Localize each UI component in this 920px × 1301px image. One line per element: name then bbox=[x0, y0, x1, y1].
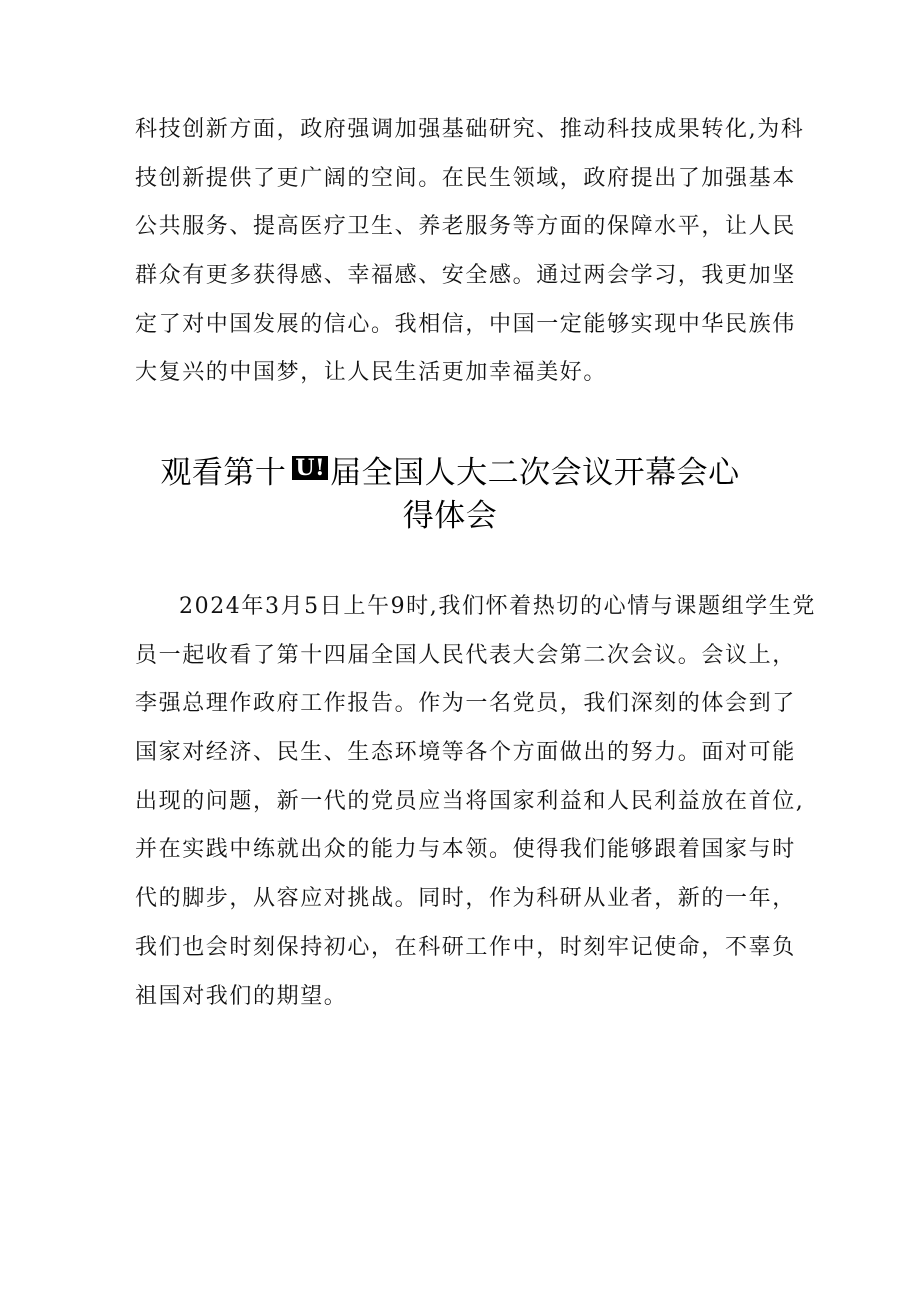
text-line: 出现的问题，新一代的党员应当将国家利益和人民利益放在首位, bbox=[135, 788, 805, 814]
text-line: 国家对经济、民生、生态环境等各个方面做出的努力。面对可能 bbox=[135, 740, 796, 766]
text-line: 我们也会时刻保持初心，在科研工作中，时刻牢记使命，不辜负 bbox=[135, 934, 796, 960]
text-line: 并在实践中练就出众的能力与本领。使得我们能够跟着国家与时 bbox=[135, 837, 796, 863]
text-line: 员一起收看了第十四届全国人民代表大会第二次会议。会议上， bbox=[135, 642, 796, 668]
text-line: 技创新提供了更广阔的空间。在民生领域，政府提出了加强基本 bbox=[135, 165, 796, 191]
text-line: 李强总理作政府工作报告。作为一名党员，我们深刻的体会到了 bbox=[135, 691, 796, 717]
text-line: 科技创新方面，政府强调加强基础研究、推动科技成果转化,为科 bbox=[135, 117, 805, 142]
body-paragraph bbox=[135, 590, 816, 1028]
section-title bbox=[100, 452, 800, 538]
title-part-before: 观看第十 bbox=[160, 455, 287, 491]
title-line-1 bbox=[100, 452, 800, 495]
text-line: 2024年3月5日上午9时,我们怀着热切的心情与课题组学生党 bbox=[179, 594, 816, 619]
title-line-2: 得体会 bbox=[402, 498, 498, 534]
text-line: 祖国对我们的期望。 bbox=[135, 983, 348, 1009]
title-part-after: 届全国人大二次会议开幕会心 bbox=[330, 455, 740, 491]
text-line: 公共服务、提高医疗卫生、养老服务等方面的保障水平，让人民 bbox=[135, 214, 796, 240]
title-glitch-mark: U! bbox=[292, 456, 328, 480]
text-line: 定了对中国发展的信心。我相信，中国一定能够实现中华民族伟 bbox=[135, 311, 796, 337]
text-line: 大复兴的中国梦，让人民生活更加幸福美好。 bbox=[135, 360, 608, 386]
text-line: 群众有更多获得感、幸福感、安全感。通过两会学习，我更加坚 bbox=[135, 263, 796, 289]
intro-paragraph bbox=[135, 113, 805, 405]
text-line: 代的脚步，从容应对挑战。同时，作为科研从业者，新的一年， bbox=[135, 886, 796, 912]
